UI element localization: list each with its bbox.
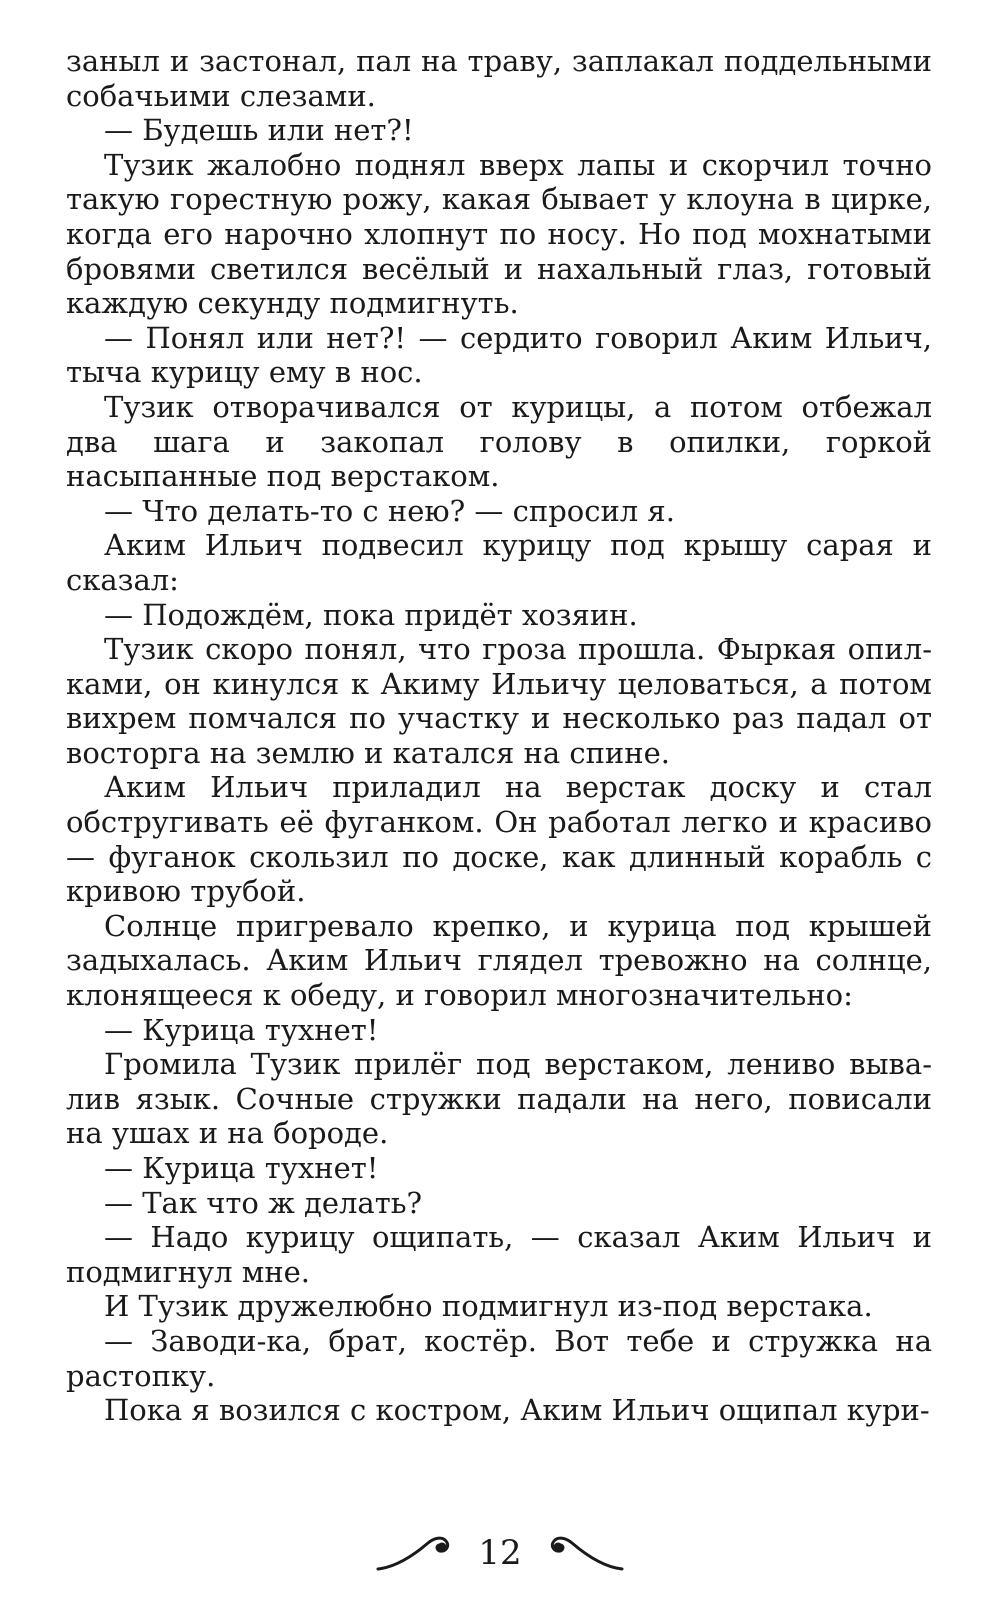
paragraph: — Понял или нет?! — сердито говорил Аким Ильич, тыча курицу ему в нос.	[66, 320, 932, 390]
paragraph: — Что делать-то с нею? — спросил я.	[104, 493, 675, 528]
paragraph: — Будешь или нет?!	[104, 113, 414, 148]
paragraph: — Надо курицу ощипать, — сказал Аким Ильич и подмигнул мне.	[66, 1220, 932, 1289]
paragraph: Тузик жалобно поднял вверх лапы и скорчил точно такую горестную рожу, какая бывает у клоуна в цирке, когда его нарочно хлопнут по носу. Но под мохнатыми бровями светился весёлый и нахальный глаз, готовый каждую секунду подмигнуть.	[66, 147, 932, 321]
page-text	[66, 44, 932, 1544]
paragraph: Аким Ильич подвесил курицу под крышу сарая и сказал:	[66, 528, 932, 597]
page-footer	[0, 1528, 1000, 1578]
paragraph: — Курица тухнет!	[104, 1151, 379, 1185]
paragraph: — Курица тухнет!	[104, 1012, 379, 1047]
paragraph: заныл и застонал, пал на траву, заплакал поддельными собачьими слезами.	[66, 44, 932, 113]
paragraph: Аким Ильич приладил на верстак доску и стал обстругивать её фуганком. Он работал легко и красиво — фуганок скользил по доске, как длинный корабль с кривою трубой.	[66, 770, 932, 909]
paragraph: И Тузик дружелюбно подмигнул из-под верстака.	[104, 1289, 873, 1324]
paragraph: Пока я возился с костром, Аким Ильич ощипал кури-	[104, 1393, 930, 1428]
left-flourish-icon	[374, 1533, 464, 1573]
paragraph: Тузик скоро понял, что гроза прошла. Фыркая опилками, он кинулся к Акиму Ильичу целоваться, а потом вихрем помчался по участку и несколько раз падал от восторга на землю и катался на спине.	[66, 632, 932, 770]
page-number: 12	[478, 1533, 522, 1573]
paragraph: — Подождём, пока придёт хозяин.	[104, 597, 638, 632]
right-flourish-icon	[536, 1533, 626, 1573]
paragraph: Тузик отворачивался от курицы, а потом отбежал два шага и закопал голову в опилки, горкой насыпанные под верстаком.	[66, 389, 932, 494]
paragraph: Громила Тузик прилёг под верстаком, лениво вывалив язык. Сочные стружки падали на него, повисали на ушах и на бороде.	[66, 1047, 932, 1151]
paragraph: Солнце пригревало крепко, и курица под крышей задыхалась. Аким Ильич глядел тревожно на солнце, клонящееся к обеду, и говорил многозначительно:	[66, 908, 932, 1013]
paragraph: — Заводи-ка, брат, костёр. Вот тебе и стружка на растопку.	[66, 1323, 932, 1393]
paragraph: — Так что ж делать?	[104, 1185, 423, 1220]
